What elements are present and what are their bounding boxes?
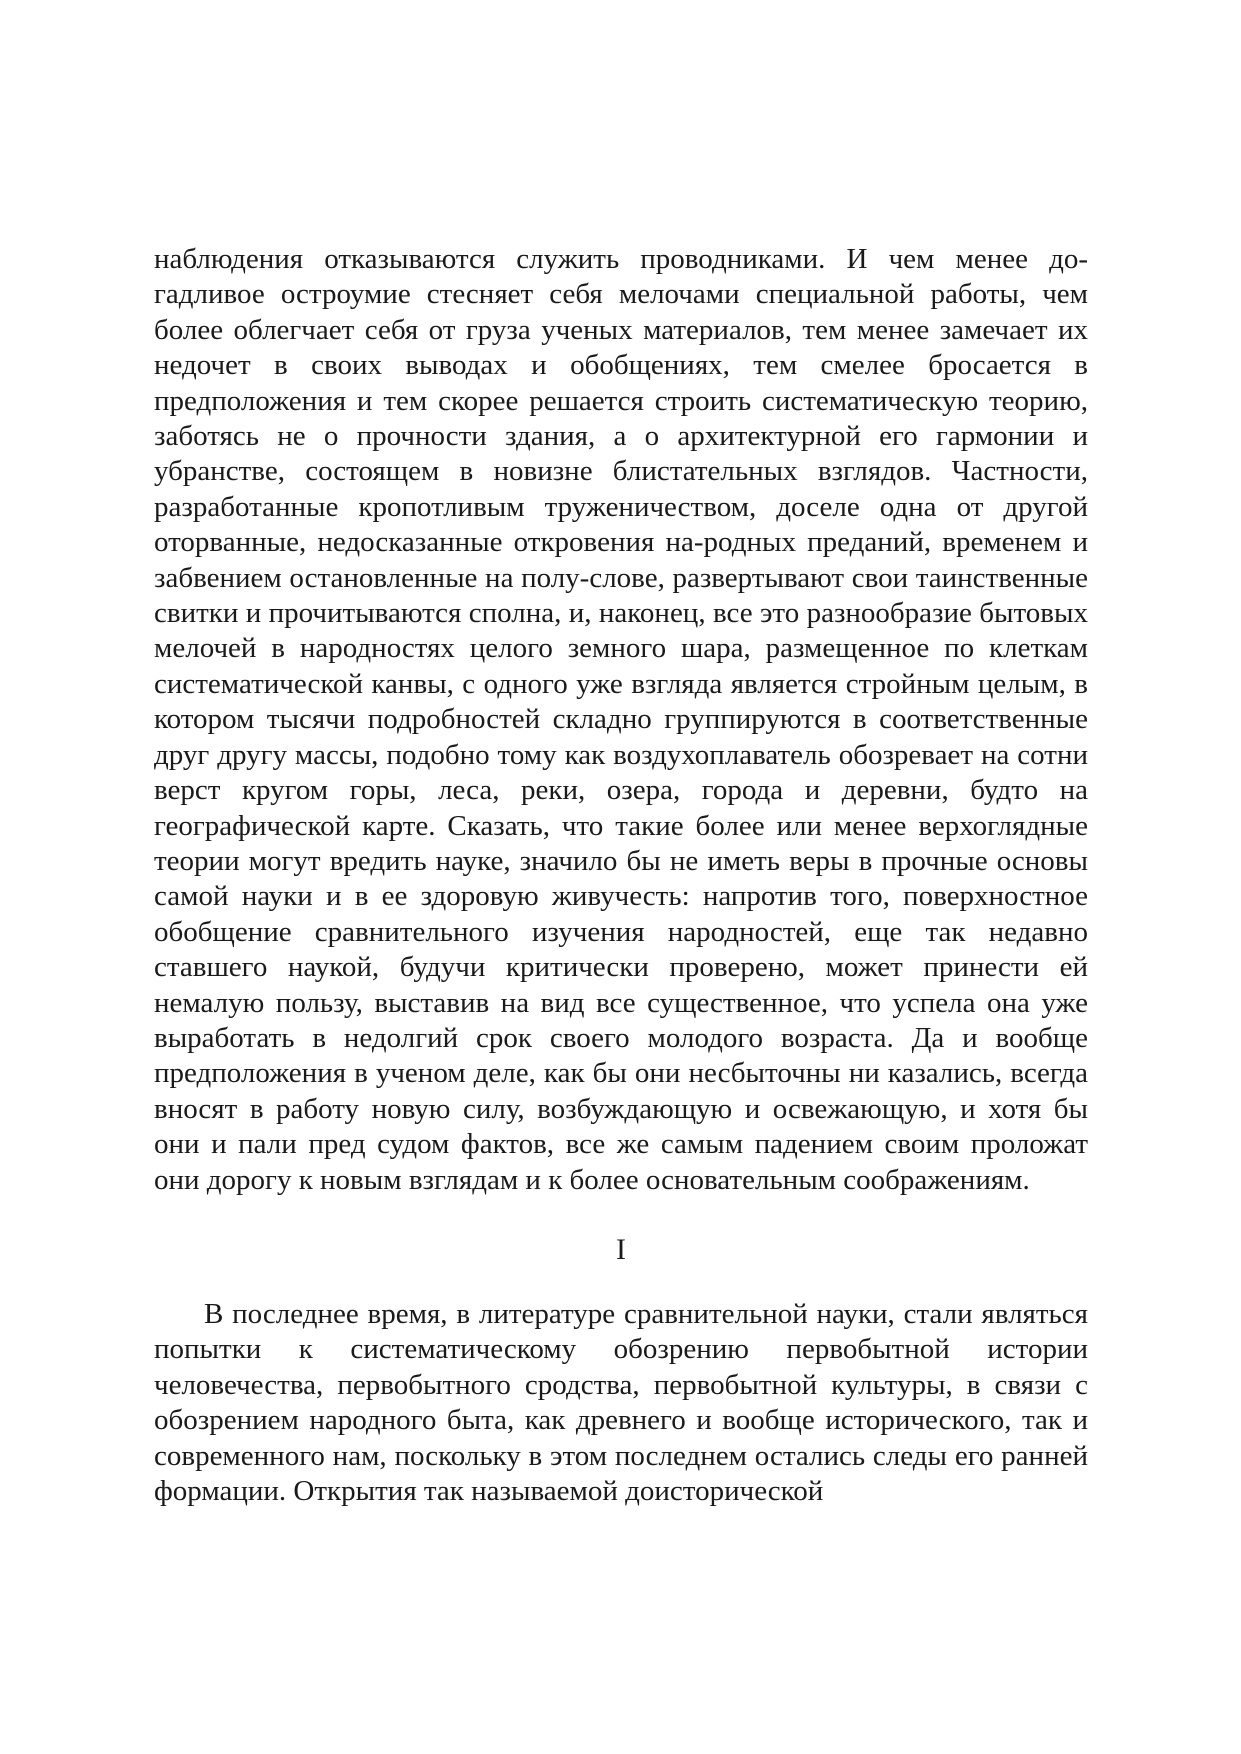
body-paragraph-continued: [154, 242, 1088, 1198]
body-paragraph-section-start: [154, 1297, 1088, 1509]
paragraph-text: В последнее время, в литературе сравнительной науки, стали являться попытки к систематическому обозрению первобытной истории человечества, первобытного сродства, первобытной культуры, в связи с обозрением народного быта, как древнего и вообще исторического, так и современного нам, поскольку в этом последнем остались следы его ранней формации. Открытия так называемой доисторической: [154, 1298, 1088, 1508]
paragraph-text: наблюдения отказываются служить проводниками. И чем менее до-гадливое остроумие стесняет себя мелочами специальной работы, чем более облегчает себя от груза ученых материалов, тем менее замечает их недочет в своих выводах и обобщениях, тем смелее бросается в предположения и тем скорее решается строить систематическую теорию, заботясь не о прочности здания, а о архитектурной его гармонии и убранстве, состоящем в новизне блистательных взглядов. Частности, разработанные кропотливым труженичеством, доселе одна от другой оторванные, недосказанные откровения на-родных преданий, временем и забвением остановленные на полу-слове, развертывают свои таинственные свитки и прочитываются сполна, и, наконец, все это разнообразие бытовых мелочей в народностях целого земного шара, размещенное по клеткам систематической канвы, с одного уже взгляда является стройным целым, в котором тысячи подробностей складно группируются в соответственные друг другу массы, подобно тому как воздухоплаватель обозревает на сотни верст кругом горы, леса, реки, озера, города и деревни, будто на географической карте. Сказать, что такие более или менее верхоглядные теории могут вредить науке, значило бы не иметь веры в прочные основы самой науки и в ее здоровую живучесть: напротив того, поверхностное обобщение сравнительного изучения народностей, еще так недавно ставшего наукой, будучи критически проверено, может принести ей немалую пользу, выставив на вид все существенное, что успела она уже выработать в недолгий срок своего молодого возраста. Да и вообще предположения в ученом деле, как бы они несбыточны ни казались, всегда вносят в работу новую силу, возбуждающую и освежающую, и хотя бы они и пали пред судом фактов, все же самым падением своим проложат они дорогу к новым взглядам и к более основательным соображениям.: [154, 243, 1088, 1196]
section-heading: I: [616, 1233, 626, 1266]
